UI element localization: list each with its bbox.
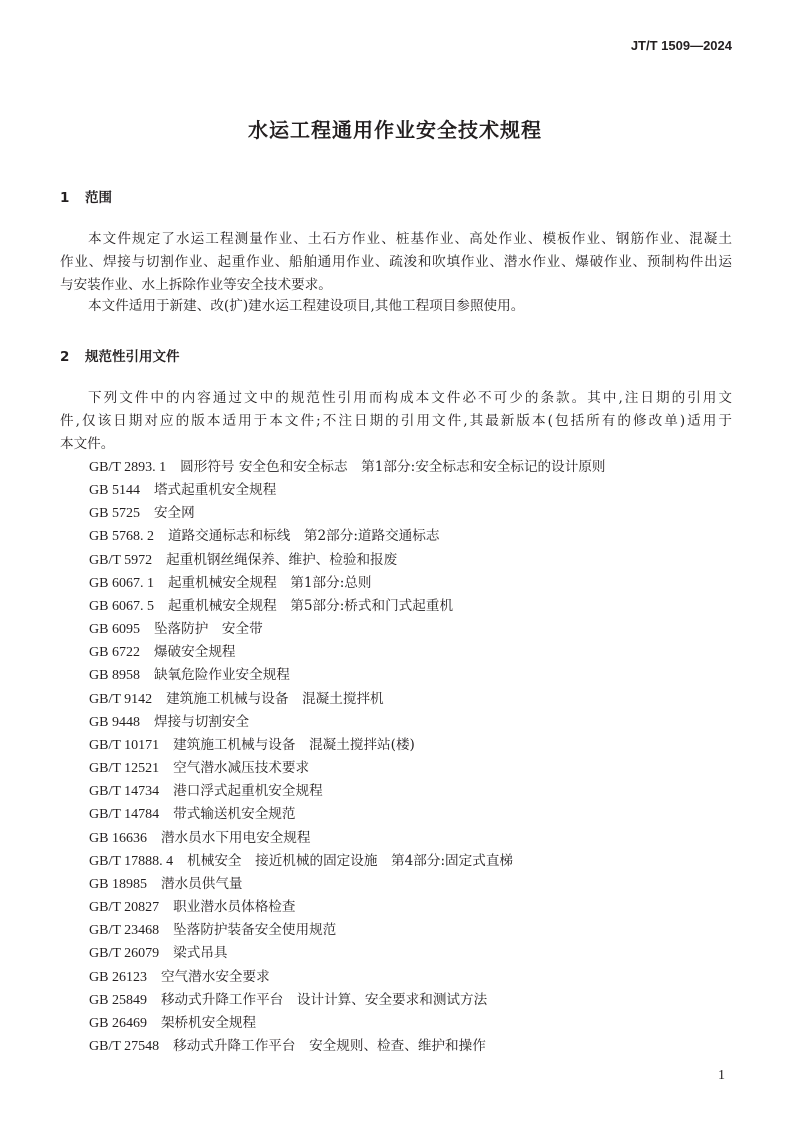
reference-item: [89, 829, 310, 848]
reference-code: GB 5768. 2: [89, 529, 154, 545]
reference-item: [89, 759, 309, 778]
reference-code: GB 16636: [89, 830, 147, 846]
reference-title: 潜水员水下用电安全规程: [160, 829, 311, 846]
reference-item: [89, 527, 439, 546]
reference-item: [89, 551, 397, 570]
document-number: JT/T 1509—2024: [630, 38, 732, 53]
reference-code: GB/T 5972: [89, 552, 153, 568]
reference-code: GB 5144: [89, 483, 140, 499]
reference-title: 建筑施工机械与设备 混凝土搅拌机: [166, 690, 384, 707]
reference-code: GB 26469: [89, 1015, 147, 1031]
reference-code: GB 18985: [89, 876, 147, 892]
reference-item: [89, 597, 453, 616]
reference-title: 潜水员供气量: [160, 875, 243, 892]
reference-item: [89, 458, 606, 477]
reference-item: [89, 944, 228, 963]
reference-code: GB/T 2893. 1: [89, 460, 167, 475]
reference-title: 港口浮式起重机安全规程: [173, 783, 323, 800]
reference-title: 塔式起重机安全规程: [153, 482, 277, 499]
reference-code: GB 26123: [89, 969, 147, 985]
reference-item: [89, 991, 487, 1010]
reference-code: GB 5725: [89, 506, 140, 522]
reference-title: 道路交通标志和标线 第2部分:道路交通标志: [167, 528, 440, 545]
reference-title: 梁式吊具: [173, 945, 228, 962]
references-intro-line: 本文件。: [60, 436, 115, 452]
reference-title: 带式输送机安全规范: [173, 806, 296, 823]
reference-title: 焊接与切割安全: [153, 713, 250, 730]
reference-code: GB 6067. 5: [89, 598, 154, 614]
reference-item: [89, 690, 384, 709]
reference-title: 起重机械安全规程 第5部分:桥式和门式起重机: [167, 597, 454, 614]
reference-item: [89, 782, 323, 801]
reference-title: 安全网: [153, 505, 195, 522]
reference-item: [89, 805, 295, 824]
reference-code: GB 8958: [89, 668, 140, 684]
section-heading-scope: [60, 186, 112, 206]
reference-code: GB 6095: [89, 622, 140, 638]
reference-title: 起重机钢丝绳保养、维护、检验和报废: [166, 551, 398, 568]
reference-item: [89, 713, 249, 732]
document-title: 水运工程通用作业安全技术规程: [248, 118, 542, 142]
reference-title: 起重机械安全规程 第1部分:总则: [167, 574, 372, 591]
reference-code: GB 25849: [89, 992, 147, 1008]
reference-item: [89, 504, 195, 523]
reference-title: 职业潜水员体格检查: [173, 899, 296, 916]
reference-code: GB/T 17888. 4: [89, 853, 174, 869]
reference-item: [89, 968, 270, 987]
reference-title: 移动式升降工作平台 设计计算、安全要求和测试方法: [160, 991, 488, 1008]
reference-item: [89, 921, 336, 940]
reference-title: 圆形符号 安全色和安全标志 第1部分:安全标志和安全标记的设计原则: [180, 459, 606, 475]
reference-title: 坠落防护 安全带: [153, 621, 263, 638]
reference-code: GB/T 20827: [89, 900, 160, 916]
section-heading-normative-references: [60, 345, 180, 365]
reference-title: 建筑施工机械与设备 混凝土搅拌站(楼): [173, 736, 415, 753]
reference-code: GB/T 26079: [89, 946, 160, 962]
section-title: 规范性引用文件: [85, 349, 180, 365]
reference-item: [89, 736, 415, 755]
reference-title: 空气潜水减压技术要求: [173, 760, 310, 777]
scope-applicability-paragraph: 本文件适用于新建、改(扩)建水运工程建设项目,其他工程项目参照使用。: [88, 298, 525, 314]
reference-title: 空气潜水安全要求: [160, 968, 270, 985]
reference-code: GB/T 27548: [89, 1039, 160, 1054]
reference-item: [89, 643, 236, 662]
section-number: 1: [60, 190, 70, 206]
reference-item: [89, 1037, 486, 1056]
reference-item: [89, 852, 513, 871]
reference-item: [89, 1014, 256, 1033]
reference-title: 爆破安全规程: [153, 644, 236, 661]
reference-code: GB 6067. 1: [89, 575, 154, 591]
section-number: 2: [60, 349, 70, 365]
reference-title: 坠落防护装备安全使用规范: [173, 922, 337, 939]
page-number: 1: [718, 1068, 725, 1083]
scope-paragraph-line: 本文件规定了水运工程测量作业、土石方作业、桩基作业、高处作业、模板作业、钢筋作业、混凝土: [88, 231, 732, 247]
reference-code: GB/T 23468: [89, 923, 160, 939]
references-intro-line: 下列文件中的内容通过文中的规范性引用而构成本文件必不可少的条款。其中,注日期的引用文: [88, 390, 732, 406]
reference-code: GB 9448: [89, 714, 140, 730]
reference-title: 架桥机安全规程: [160, 1014, 257, 1031]
scope-paragraph-line: 与安装作业、水上拆除作业等安全技术要求。: [60, 277, 332, 293]
reference-code: GB 6722: [89, 645, 140, 661]
reference-code: GB/T 12521: [89, 761, 160, 777]
reference-item: [89, 620, 263, 639]
reference-item: [89, 574, 372, 593]
reference-item: [89, 481, 276, 500]
reference-code: GB/T 10171: [89, 737, 160, 753]
reference-item: [89, 875, 243, 894]
reference-title: 移动式升降工作平台 安全规则、检查、维护和操作: [173, 1038, 486, 1054]
reference-code: GB/T 14734: [89, 784, 160, 800]
section-title: 范围: [85, 190, 112, 206]
reference-title: 机械安全 接近机械的固定设施 第4部分:固定式直梯: [187, 852, 514, 869]
reference-title: 缺氧危险作业安全规程: [153, 667, 290, 684]
reference-item: [89, 898, 295, 917]
reference-code: GB/T 14784: [89, 807, 160, 823]
scope-paragraph-line: 作业、焊接与切割作业、起重作业、船舶通用作业、疏浚和吹填作业、潜水作业、爆破作业、预制构件出运: [60, 254, 732, 270]
reference-item: [89, 666, 290, 685]
references-intro-line: 件,仅该日期对应的版本适用于本文件;不注日期的引用文件,其最新版本(包括所有的修改单)适用于: [60, 413, 732, 429]
reference-code: GB/T 9142: [89, 691, 153, 707]
